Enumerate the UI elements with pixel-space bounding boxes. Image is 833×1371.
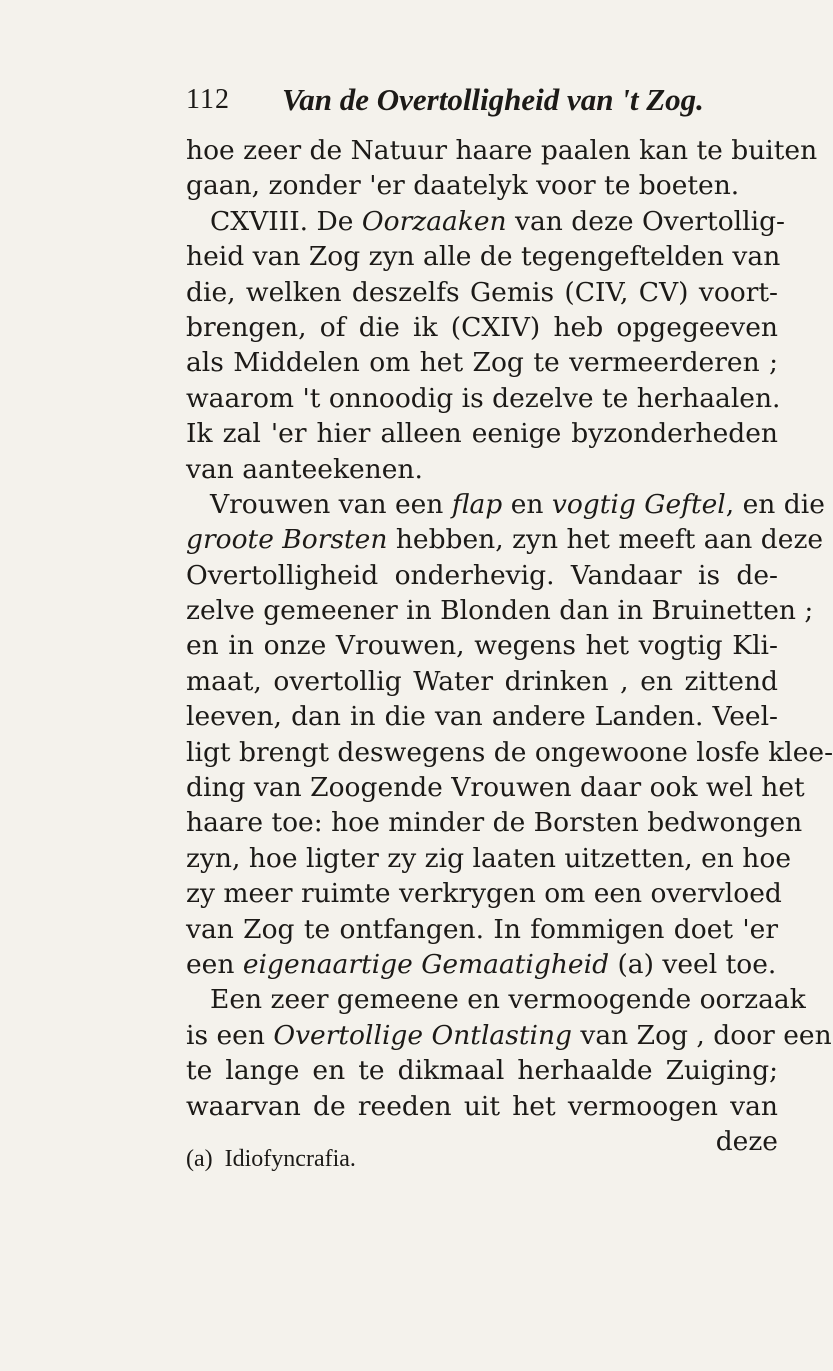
text-run: gaan, zonder 'er daatelyk voor te boeten. xyxy=(186,170,740,202)
text-run: die, welken deszelfs Gemis (CIV, CV) voort- xyxy=(186,276,778,308)
text-line xyxy=(186,664,778,699)
page-number: 112 xyxy=(186,84,230,115)
text-run: hebben, zyn het meeft aan deze xyxy=(387,524,824,556)
text-line xyxy=(186,345,778,380)
text-run: waarvan de reeden uit het vermoogen van xyxy=(186,1090,778,1122)
italic-phrase: vogtig Geftel xyxy=(551,488,726,520)
text-line xyxy=(186,982,806,1017)
text-line xyxy=(186,275,778,310)
text-line xyxy=(186,770,805,805)
text-line xyxy=(186,1053,778,1088)
text-run: te lange en te dikmaal herhaalde Zuiging; xyxy=(186,1055,778,1087)
text-run: CXVIII. De xyxy=(210,205,362,237)
text-run: hoe zeer de Natuur haare paalen kan te buiten xyxy=(186,135,818,166)
text-run: en xyxy=(502,488,552,520)
text-run: , en die xyxy=(725,488,825,520)
text-run: (a) veel toe. xyxy=(609,948,777,980)
text-line xyxy=(186,876,782,911)
text-line xyxy=(186,522,824,557)
text-line xyxy=(186,1018,832,1053)
italic-phrase: Oorzaaken xyxy=(361,205,507,237)
text-line xyxy=(186,558,778,593)
running-title: Van de Overtolligheid van 't Zog. xyxy=(282,82,704,117)
text-run: deze xyxy=(715,1125,778,1157)
text-run: van Zog , door een xyxy=(571,1019,832,1051)
text-line xyxy=(186,204,786,239)
italic-phrase: eigenaartige Gemaatigheid xyxy=(242,948,610,980)
text-line xyxy=(186,452,778,487)
text-run: zelve gemeener in Blonden dan in Bruinetten ; xyxy=(186,595,814,627)
text-line xyxy=(186,310,778,345)
text-line xyxy=(186,168,778,203)
text-run: Een zeer gemeene en vermoogende oorzaak xyxy=(210,984,806,1016)
text-run: van Zog te ontfangen. In fommigen doet 'er xyxy=(186,913,778,945)
text-run: haare toe: hoe minder de Borsten bedwongen xyxy=(186,807,803,839)
text-run: brengen, of die ik (CXIV) heb opgegeeven xyxy=(186,311,778,343)
text-line xyxy=(186,133,818,168)
italic-phrase: flap xyxy=(451,488,503,520)
text-line xyxy=(186,1089,778,1124)
text-run: een xyxy=(186,948,243,980)
text-line xyxy=(186,487,825,522)
italic-phrase: Overtollige Ontlasting xyxy=(273,1019,572,1051)
text-run: leeven, dan in die van andere Landen. Veel- xyxy=(186,701,778,733)
text-run: van deze Overtollig- xyxy=(506,205,786,237)
text-run: Vrouwen van een xyxy=(210,488,452,520)
text-line xyxy=(186,593,814,628)
text-line xyxy=(186,381,781,416)
footnote xyxy=(186,1144,356,1174)
text-run: ding van Zoogende Vrouwen daar ook wel het xyxy=(186,772,805,804)
text-run: Ik zal 'er hier alleen eenige byzonderheden xyxy=(186,418,778,450)
text-line xyxy=(186,805,803,840)
text-run: is een xyxy=(186,1019,274,1051)
text-line xyxy=(186,912,778,947)
text-run: ligt brengt deswegens de ongewoone losfe klee- xyxy=(186,736,833,768)
text-run: en in onze Vrouwen, wegens het vogtig Kli- xyxy=(186,630,778,662)
text-line xyxy=(186,841,791,876)
text-run: als Middelen om het Zog te vermeerderen ; xyxy=(186,347,778,379)
text-run: maat, overtollig Water drinken , en zittend xyxy=(186,665,778,697)
text-run: zy meer ruimte verkrygen om een overvloed xyxy=(186,878,782,910)
page-header xyxy=(186,80,704,120)
text-run: heid van Zog zyn alle de tegengeftelden van xyxy=(186,241,781,273)
italic-phrase: groote Borsten xyxy=(186,524,388,556)
text-line xyxy=(186,416,778,451)
footnote-text: Idiofyncrafia. xyxy=(224,1146,356,1172)
text-line xyxy=(186,628,778,663)
text-line xyxy=(186,239,781,274)
footnote-marker: (a) xyxy=(186,1146,213,1172)
text-line xyxy=(186,699,778,734)
text-run: zyn, hoe ligter zy zig laaten uitzetten, en hoe xyxy=(186,842,791,874)
text-line xyxy=(186,735,833,770)
text-line xyxy=(186,947,778,982)
text-run: van aanteekenen. xyxy=(186,453,423,485)
text-run: Overtolligheid onderhevig. Vandaar is de- xyxy=(186,559,778,591)
body-text xyxy=(186,133,833,1159)
text-run: waarom 't onnoodig is dezelve te herhaalen. xyxy=(186,382,781,414)
